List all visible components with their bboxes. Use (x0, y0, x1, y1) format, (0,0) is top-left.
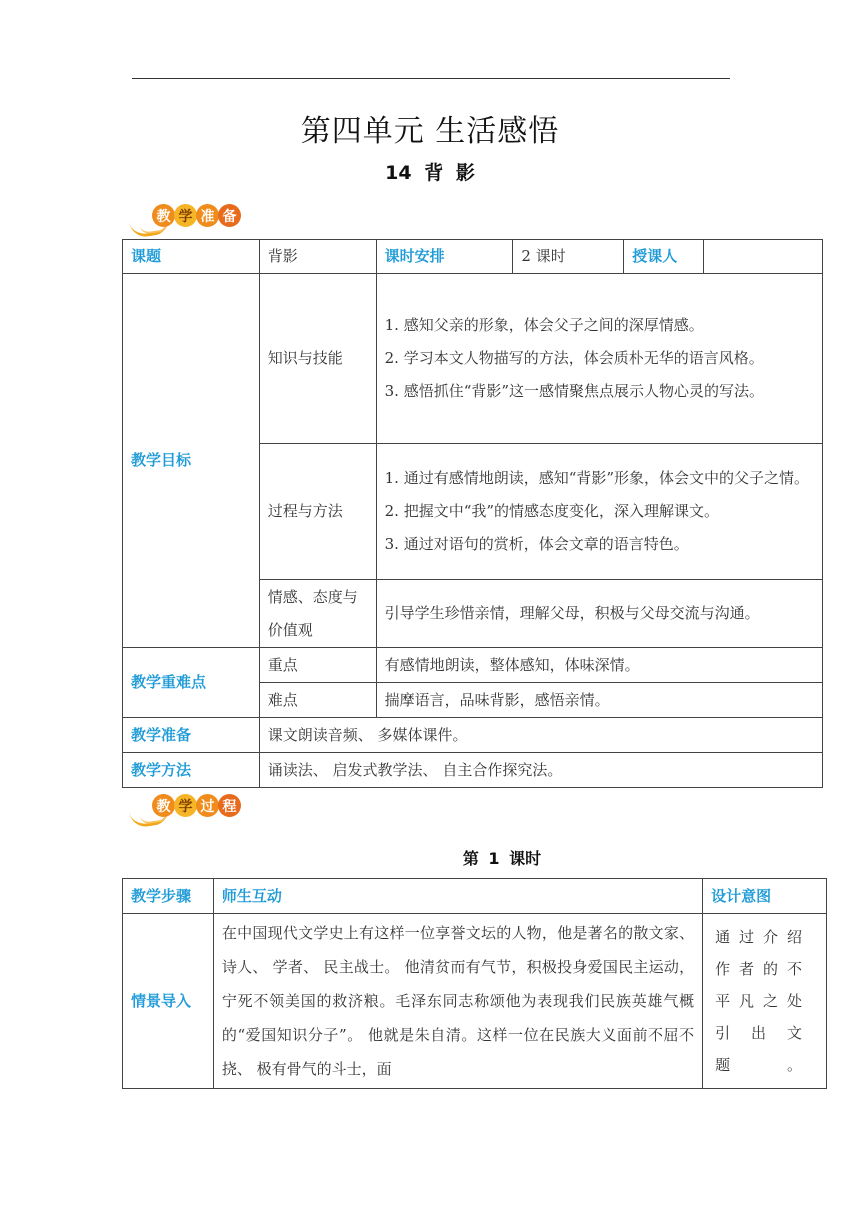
step-name: 情景导入 (123, 914, 214, 1089)
interaction-text: 在中国现代文学史上有这样一位享誉文坛的人物，他是著名的散文家、 诗人、 学者、 民主战士。 他清贫而有气节，积极投身爱国民主运动，宁死不领美国的救济粮。毛泽东同志称颂他为表现我们民族英雄气概的“爱国知识分子”。 他就是朱自清。这样一位在民族大义面前不屈不挠、 极有骨气的斗士，面 (213, 914, 702, 1089)
schedule-value: 2 课时 (513, 240, 624, 274)
header-rule (132, 78, 730, 79)
badge-char: 过 (196, 794, 219, 817)
topic-label: 课题 (123, 240, 260, 274)
prep-text: 课文朗读音频、 多媒体课件。 (259, 718, 822, 753)
emotion-label: 情感、态度与价值观 (259, 580, 376, 648)
intent-text: 通过介绍作者的不平凡之处引出文题。 (703, 914, 827, 1089)
badge-char: 教 (152, 794, 175, 817)
badge-char: 学 (174, 794, 197, 817)
emotion-text: 引导学生珍惜亲情，理解父母，积极与父母交流与沟通。 (376, 580, 822, 648)
knowledge-item: 2. 学习本文人物描写的方法，体会质朴无华的语言风格。 (384, 349, 764, 367)
col-intent-header: 设计意图 (703, 879, 827, 914)
teaching-prep-badge (130, 203, 246, 237)
schedule-label: 课时安排 (376, 240, 513, 274)
knowledge-items (376, 274, 822, 444)
lesson-plan-table (122, 239, 823, 788)
key-label: 重点 (259, 648, 376, 683)
col-step-header: 教学步骤 (123, 879, 214, 914)
teacher-label: 授课人 (624, 240, 704, 274)
process-item: 1. 通过有感情地朗读，感知“背影”形象，体会文中的父子之情。 (384, 469, 810, 487)
badge-char: 程 (218, 794, 241, 817)
badge-char: 教 (152, 204, 175, 227)
goals-label: 教学目标 (123, 274, 260, 648)
knowledge-label: 知识与技能 (259, 274, 376, 444)
prep-label: 教学准备 (123, 718, 260, 753)
process-label: 过程与方法 (259, 444, 376, 580)
method-label: 教学方法 (123, 753, 260, 788)
badge-char: 准 (196, 204, 219, 227)
badge-char: 学 (174, 204, 197, 227)
difficult-label: 难点 (259, 683, 376, 718)
knowledge-item: 3. 感悟抓住“背影”这一感情聚焦点展示人物心灵的写法。 (384, 382, 765, 400)
topic-value: 背影 (259, 240, 376, 274)
process-item: 2. 把握文中“我”的情感态度变化，深入理解课文。 (384, 502, 720, 520)
period-title: 第 1 课时 (462, 849, 542, 868)
teacher-value (704, 240, 823, 274)
unit-title: 第四单元 生活感悟 (300, 114, 560, 149)
method-text: 诵读法、 启发式教学法、 自主合作探究法。 (259, 753, 822, 788)
keypoints-label: 教学重难点 (123, 648, 260, 718)
teaching-process-table (122, 878, 827, 1089)
col-interaction-header: 师生互动 (213, 879, 702, 914)
difficult-text: 揣摩语言，品味背影，感悟亲情。 (376, 683, 822, 718)
process-item: 3. 通过对语句的赏析，体会文章的语言特色。 (384, 535, 689, 553)
teaching-process-badge (130, 793, 246, 827)
knowledge-item: 1. 感知父亲的形象，体会父子之间的深厚情感。 (384, 316, 704, 334)
process-items (376, 444, 822, 580)
badge-char: 备 (218, 204, 241, 227)
key-text: 有感情地朗读，整体感知，体味深情。 (376, 648, 822, 683)
lesson-title: 14 背 影 (385, 162, 475, 184)
